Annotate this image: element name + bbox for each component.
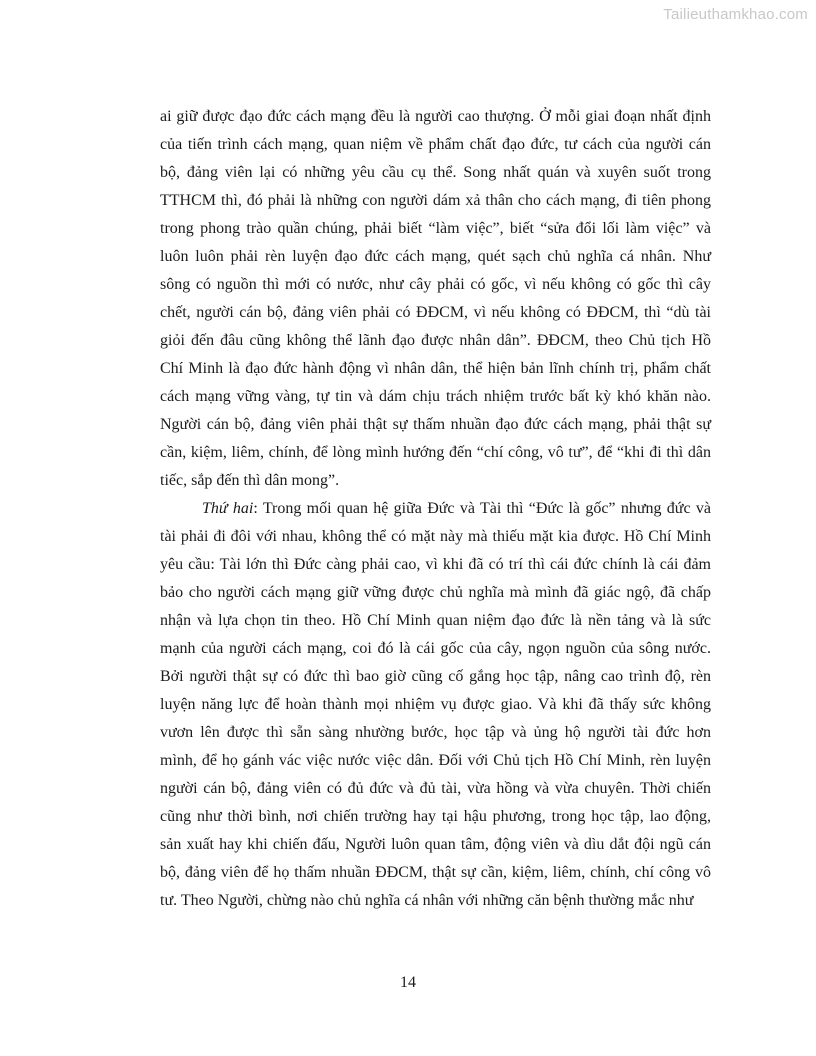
- line-text: : Trong mối quan hệ giữa Đức và Tài thì “Đức là gốc” nhưng đức và: [253, 500, 711, 517]
- text-line: vươn lên được thì sẵn sàng nhường bước, học tập và ủng hộ người tài đức hơn: [160, 724, 711, 741]
- text-line: sông có nguồn thì mới có nước, như cây phải có gốc, vì nếu không có gốc thì cây: [160, 276, 711, 293]
- text-line: bộ, đảng viên để họ thấm nhuần ĐĐCM, thật sự cần, kiệm, liêm, chính, chí công vô: [160, 864, 711, 881]
- text-line: mạnh của người cách mạng, coi đó là cái gốc của cây, ngọn nguồn của sông nước.: [160, 640, 711, 657]
- text-line: cũng như thời bình, nơi chiến trường hay tại hậu phương, trong học tập, lao động,: [160, 808, 711, 825]
- text-line: mình, để họ gánh vác việc nước việc dân. Đối với Chủ tịch Hồ Chí Minh, rèn luyện: [160, 752, 711, 769]
- page-number: 14: [400, 974, 416, 991]
- text-line: chết, người cán bộ, đảng viên phải có ĐĐCM, vì nếu không có ĐĐCM, thì “dù tài: [160, 304, 711, 321]
- paragraph: [160, 495, 711, 915]
- text-line: TTHCM thì, đó phải là những con người dám xả thân cho cách mạng, đi tiên phong: [160, 192, 711, 209]
- text-line: nhận và lựa chọn tin theo. Hồ Chí Minh quan niệm đạo đức là nền tảng và là sức: [160, 612, 711, 629]
- text-line: [160, 495, 711, 523]
- text-line: yêu cầu: Tài lớn thì Đức càng phải cao, vì khi đã có trí thì cái đức chính là cái đảm: [160, 556, 711, 573]
- text-line: luôn luôn phải rèn luyện đạo đức cách mạng, quét sạch chủ nghĩa cá nhân. Như: [160, 248, 711, 265]
- text-line: sản xuất hay khi chiến đấu, Người luôn quan tâm, động viên và dìu dắt đội ngũ cán: [160, 836, 711, 853]
- text-line: cách mạng vững vàng, tự tin và dám chịu trách nhiệm trước bất kỳ khó khăn nào.: [160, 388, 711, 405]
- text-line: bảo cho người cách mạng giữ vững được chủ nghĩa mà mình đã giác ngộ, đã chấp: [160, 584, 711, 601]
- text-line: ai giữ được đạo đức cách mạng đều là người cao thượng. Ở mỗi giai đoạn nhất định: [160, 108, 711, 125]
- document-body: [160, 103, 711, 915]
- text-line: trong phong trào quần chúng, phải biết “làm việc”, biết “sửa đổi lối làm việc” và: [160, 220, 711, 237]
- text-line: bộ, đảng viên lại có những yêu cầu cụ thể. Song nhất quán và xuyên suốt trong: [160, 164, 711, 181]
- text-line: giỏi đến đâu cũng không thể lãnh đạo được nhân dân”. ĐĐCM, theo Chủ tịch Hồ: [160, 332, 711, 349]
- text-line: Bởi người thật sự có đức thì bao giờ cũng cố gắng học tập, nâng cao trình độ, rèn: [160, 668, 711, 685]
- watermark-text: Tailieuthamkhao.com: [663, 6, 808, 23]
- text-line: Chí Minh là đạo đức hành động vì nhân dân, thể hiện bản lĩnh chính trị, phẩm chất: [160, 360, 711, 377]
- text-line: người cán bộ, đảng viên có đủ đức và đủ tài, vừa hồng và vừa chuyên. Thời chiến: [160, 780, 711, 797]
- text-line: luyện năng lực để hoàn thành mọi nhiệm vụ được giao. Và khi đã thấy sức không: [160, 696, 711, 713]
- text-line: tài phải đi đôi với nhau, không thể có mặt này mà thiếu mặt kia được. Hồ Chí Minh: [160, 528, 711, 545]
- text-line: cần, kiệm, liêm, chính, để lòng mình hướng đến “chí công, vô tư”, để “khi đi thì dân: [160, 444, 711, 461]
- text-line: Người cán bộ, đảng viên phải thật sự thấm nhuần đạo đức cách mạng, phải thật sự: [160, 416, 711, 433]
- text-line: của tiến trình cách mạng, quan niệm về phẩm chất đạo đức, tư cách của người cán: [160, 136, 711, 153]
- paragraph: [160, 103, 711, 495]
- text-line: tiếc, sắp đến thì dân mong”.: [160, 472, 340, 489]
- text-line: tư. Theo Người, chừng nào chủ nghĩa cá nhân với những căn bệnh thường mắc như: [160, 892, 694, 909]
- italic-lead: Thứ hai: [202, 500, 254, 517]
